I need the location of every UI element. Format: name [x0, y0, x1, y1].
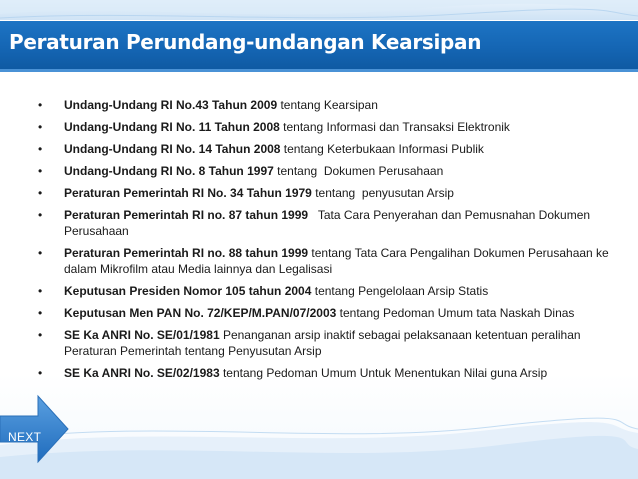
- next-label: NEXT: [8, 430, 42, 444]
- regulation-name: Undang-Undang RI No. 8 Tahun 1997: [64, 164, 274, 178]
- regulation-name: Undang-Undang RI No. 14 Tahun 2008: [64, 142, 281, 156]
- list-item: [38, 283, 628, 299]
- regulation-name: SE Ka ANRI No. SE/02/1983: [64, 366, 220, 380]
- regulation-description: tentang Dokumen Perusahaan: [273, 164, 444, 178]
- list-item: [38, 141, 628, 157]
- regulation-name: Keputusan Presiden Nomor 105 tahun 2004: [64, 284, 312, 298]
- next-button[interactable]: [0, 394, 70, 464]
- bullet-icon: •: [38, 186, 43, 200]
- regulation-description: tentang Tata Cara Pengalihan Dokumen Perusahaan ke dalam Mikrofilm atau Media lainnya dan Legalisasi: [64, 246, 613, 276]
- bullet-icon: •: [38, 306, 43, 320]
- bottom-wave-decor: [0, 405, 638, 479]
- list-item: [38, 163, 628, 179]
- list-item: [38, 185, 628, 201]
- regulation-description: tentang Kearsipan: [277, 98, 378, 112]
- bullet-icon: •: [38, 328, 43, 342]
- regulation-name: Peraturan Pemerintah RI no. 87 tahun 1999: [64, 208, 309, 222]
- bullet-icon: •: [38, 246, 43, 260]
- regulation-description: Tata Cara Penyerahan dan Pemusnahan Dokumen Perusahaan: [64, 208, 594, 238]
- regulation-description: tentang Pedoman Umum tata Naskah Dinas: [336, 306, 575, 320]
- list-item: [38, 119, 628, 135]
- bullet-icon: •: [38, 142, 43, 156]
- list-item: [38, 245, 628, 277]
- arrow-right-icon: [0, 394, 70, 464]
- regulation-list: [38, 97, 628, 381]
- page-title: Peraturan Perundang-undangan Kearsipan: [9, 30, 482, 54]
- regulation-name: Peraturan Pemerintah RI no. 88 tahun 1999: [64, 246, 309, 260]
- regulation-name: Keputusan Men PAN No. 72/KEP/M.PAN/07/2003: [64, 306, 337, 320]
- list-item: [38, 207, 628, 239]
- regulation-name: SE Ka ANRI No. SE/01/1981: [64, 328, 220, 342]
- regulation-description: tentang Pengelolaan Arsip Statis: [311, 284, 489, 298]
- bullet-icon: •: [38, 164, 43, 178]
- list-item: [38, 365, 628, 381]
- list-item: [38, 327, 628, 359]
- regulation-description: Penanganan arsip inaktif sebagai pelaksanaan ketentuan peralihan Peraturan Pemerintah tentang Penyusutan Arsip: [64, 328, 584, 358]
- bullet-icon: •: [38, 284, 43, 298]
- regulation-description: tentang Informasi dan Transaksi Elektronik: [279, 120, 510, 134]
- list-item: [38, 97, 628, 113]
- regulation-description: tentang penyusutan Arsip: [311, 186, 454, 200]
- bullet-icon: •: [38, 98, 43, 112]
- bullet-icon: •: [38, 208, 43, 222]
- regulation-name: Peraturan Pemerintah RI No. 34 Tahun 1979: [64, 186, 312, 200]
- regulation-name: Undang-Undang RI No. 11 Tahun 2008: [64, 120, 280, 134]
- list-item: [38, 305, 628, 321]
- title-underline: [0, 69, 638, 72]
- regulation-description: tentang Pedoman Umum Untuk Menentukan Nilai guna Arsip: [219, 366, 548, 380]
- regulation-description: tentang Keterbukaan Informasi Publik: [280, 142, 484, 156]
- bullet-icon: •: [38, 366, 43, 380]
- bullet-icon: •: [38, 120, 43, 134]
- regulation-name: Undang-Undang RI No.43 Tahun 2009: [64, 98, 278, 112]
- content-area: [38, 97, 628, 387]
